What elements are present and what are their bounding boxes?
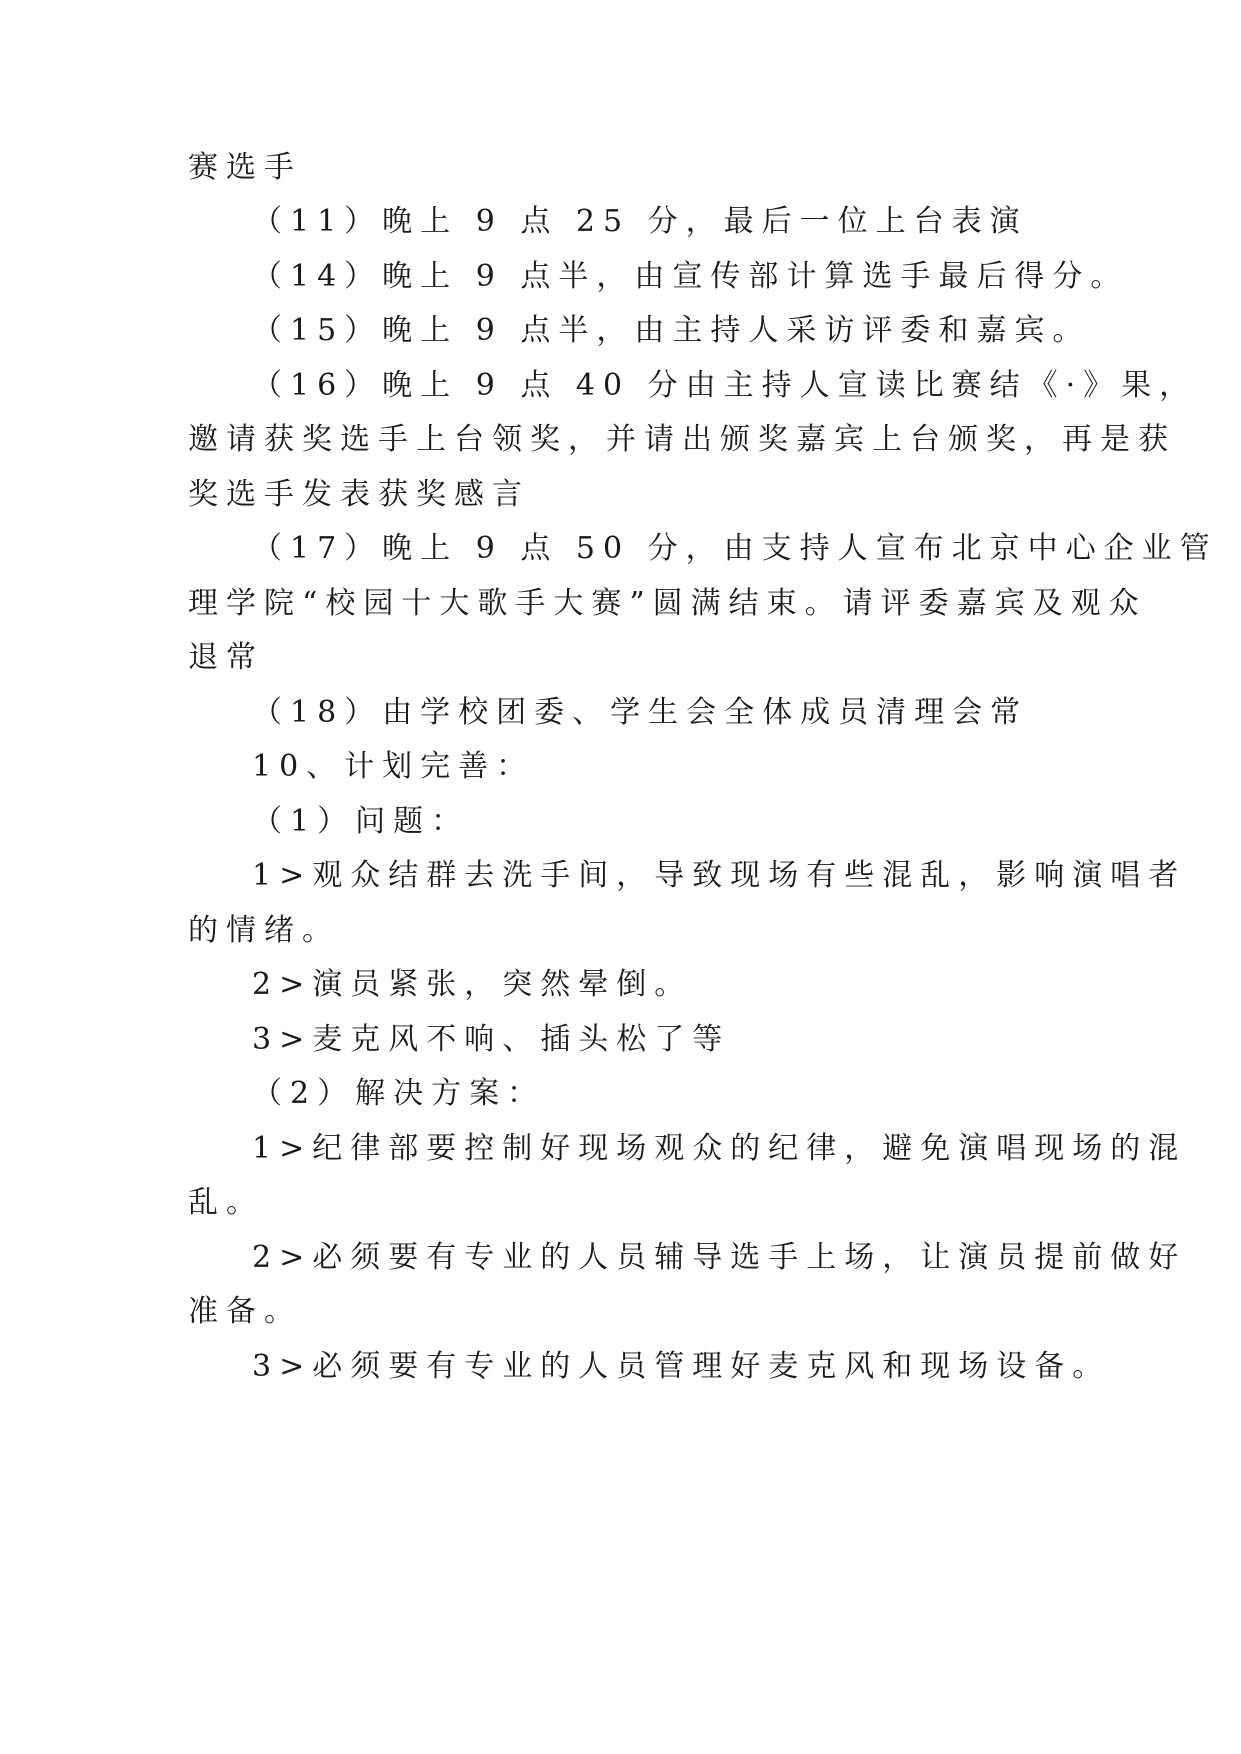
text-line-19: 1>纪律部要控制好现场观众的纪律，避免演唱现场的混 [252,1131,1187,1166]
text-line-15: 的情绪。 [188,913,340,948]
text-line-11: （18）由学校团委、学生会全体成员清理会常 [252,695,1029,730]
text-line-20: 乱。 [188,1185,264,1220]
text-line-12: 10、计划完善： [252,749,535,784]
text-line-14: 1>观众结群去洗手间，导致现场有些混乱，影响演唱者 [252,858,1187,893]
text-line-7: 奖选手发表获奖感言 [188,477,530,512]
text-line-10: 退常 [188,640,264,675]
text-line-16: 2>演员紧张，突然晕倒。 [252,967,693,1002]
text-line-3: （14）晚上 9 点半，由宣传部计算选手最后得分。 [252,259,1129,294]
text-line-1: 赛选手 [188,150,302,185]
text-line-23: 3>必须要有专业的人员管理好麦克风和现场设备。 [252,1349,1111,1384]
text-line-17: 3>麦克风不响、插头松了等 [252,1022,731,1057]
text-line-4: （15）晚上 9 点半，由主持人采访评委和嘉宾。 [252,313,1091,348]
text-line-8: （17）晚上 9 点 50 分，由支持人宣布北京中心企业管 [252,531,1218,566]
text-line-9: 理学院“校园十大歌手大赛”圆满结束。请评委嘉宾及观众 [188,586,1147,621]
text-line-13: （1）问题： [252,804,470,839]
text-line-6: 邀请获奖选手上台领奖，并请出颁奖嘉宾上台颁奖，再是获 [188,422,1176,457]
text-line-22: 准备。 [188,1294,302,1329]
text-line-18: （2）解决方案： [252,1076,546,1111]
text-line-5: （16）晚上 9 点 40 分由主持人宣读比赛结《·》果， [252,368,1198,403]
text-line-21: 2>必须要有专业的人员辅导选手上场，让演员提前做好 [252,1240,1187,1275]
text-line-2: （11）晚上 9 点 25 分，最后一位上台表演 [252,204,1028,239]
